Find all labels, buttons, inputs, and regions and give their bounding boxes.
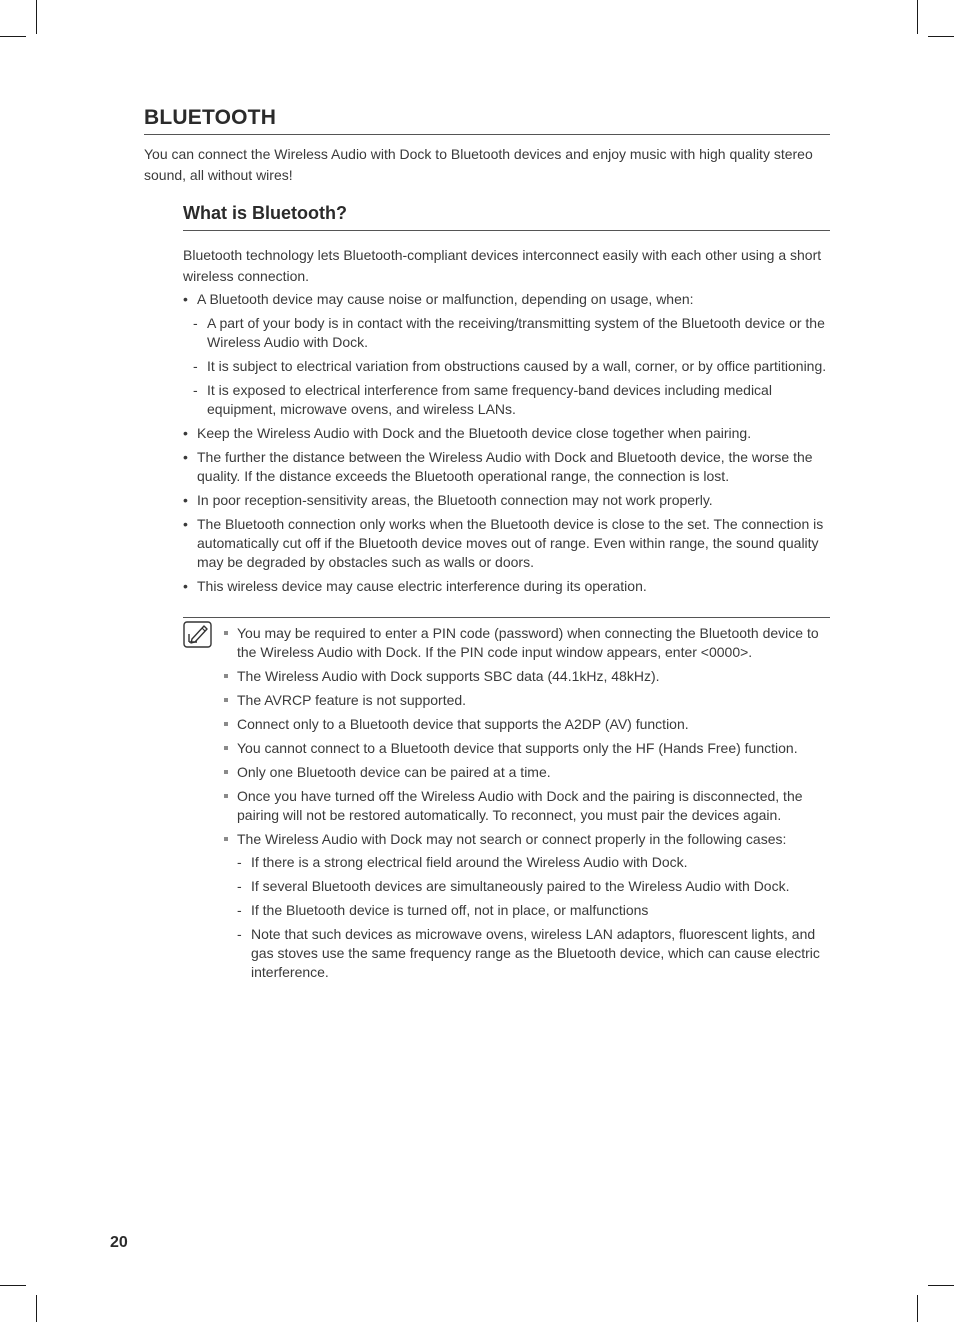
note-sub-item	[237, 877, 830, 896]
crop-mark	[0, 1285, 26, 1286]
sub-list-item	[193, 381, 830, 419]
note-item-text: You may be required to enter a PIN code (password) when connecting the Bluetooth device to the Wireless Audio with Dock. If the PIN code input window appears, enter <0000>.	[237, 625, 819, 660]
note-sub-item-text: If the Bluetooth device is turned off, not in place, or malfunctions	[251, 902, 649, 918]
list-item	[183, 577, 830, 596]
dash-icon: -	[193, 358, 198, 374]
list-item-text: Keep the Wireless Audio with Dock and the Bluetooth device close together when pairing.	[197, 425, 752, 441]
bullet-icon: •	[183, 449, 188, 465]
dash-icon: -	[193, 382, 198, 398]
sub-list-item	[193, 357, 830, 376]
note-item	[223, 715, 830, 734]
crop-mark	[0, 36, 26, 37]
list-item	[183, 491, 830, 510]
square-bullet-icon	[224, 770, 228, 774]
sub-list-item-text: It is subject to electrical variation from obstructions caused by a wall, corner, or by office partitioning.	[207, 358, 827, 374]
note-item	[223, 667, 830, 686]
note-item-text: Only one Bluetooth device can be paired at a time.	[237, 764, 551, 780]
bullet-icon: •	[183, 492, 188, 508]
intro-paragraph: You can connect the Wireless Audio with Dock to Bluetooth devices and enjoy music with high quality stereo sound, all without wires!	[144, 146, 813, 183]
crop-mark	[928, 1285, 954, 1286]
note-pencil-icon	[183, 621, 212, 648]
note-item-text: You cannot connect to a Bluetooth device that supports only the HF (Hands Free) function.	[237, 740, 798, 756]
note-sub-item-text: If several Bluetooth devices are simultaneously paired to the Wireless Audio with Dock.	[251, 878, 790, 894]
note-list	[223, 624, 830, 982]
square-bullet-icon	[224, 631, 228, 635]
sub-list	[193, 314, 830, 419]
list-item-text: In poor reception-sensitivity areas, the Bluetooth connection may not work properly.	[197, 492, 713, 508]
list-item-text: This wireless device may cause electric interference during its operation.	[197, 578, 647, 594]
what-is-bluetooth-section	[183, 203, 830, 601]
list-item-text: A Bluetooth device may cause noise or malfunction, depending on usage, when:	[197, 291, 694, 307]
page-title: BLUETOOTH	[144, 106, 830, 135]
note-sub-item	[237, 853, 830, 872]
list-item	[183, 515, 830, 572]
list-item-text: The further the distance between the Wireless Audio with Dock and Bluetooth device, the worse the quality. If the distance exceeds the Bluetooth operational range, the connection is lost.	[197, 449, 813, 484]
dash-icon: -	[237, 926, 242, 942]
note-sub-item-text: Note that such devices as microwave ovens, wireless LAN adaptors, fluorescent lights, and gas stoves use the same frequency range as the Bluetooth device, which can cause electric interference.	[251, 926, 820, 980]
crop-mark	[917, 0, 918, 34]
crop-mark	[917, 1295, 918, 1322]
bullet-list	[183, 290, 830, 596]
note-item	[223, 763, 830, 782]
square-bullet-icon	[224, 698, 228, 702]
list-item-text: The Bluetooth connection only works when the Bluetooth device is close to the set. The connection is automatically cut off if the Bluetooth device moves out of range. Even within range, the sound quality may be degraded by obstacles such as walls or doors.	[197, 516, 824, 570]
note-box	[183, 617, 830, 987]
dash-icon: -	[237, 878, 242, 894]
square-bullet-icon	[224, 794, 228, 798]
dash-icon: -	[237, 854, 242, 870]
note-sub-item	[237, 925, 830, 982]
page-number: 20	[110, 1234, 128, 1251]
square-bullet-icon	[224, 837, 228, 841]
square-bullet-icon	[224, 722, 228, 726]
note-sub-list	[237, 853, 830, 982]
square-bullet-icon	[224, 674, 228, 678]
sub-list-item-text: It is exposed to electrical interference from same frequency-band devices including medical equipment, microwave ovens, and wireless LANs.	[207, 382, 772, 417]
list-item	[183, 290, 830, 419]
crop-mark	[36, 1295, 37, 1322]
note-item	[223, 830, 830, 982]
sub-list-item-text: A part of your body is in contact with the receiving/transmitting system of the Bluetooth device or the Wireless Audio with Dock.	[207, 315, 825, 350]
dash-icon: -	[193, 315, 198, 331]
note-sub-item	[237, 901, 830, 920]
note-item	[223, 691, 830, 710]
section-lead: Bluetooth technology lets Bluetooth-compliant devices interconnect easily with each other using a short wireless connection.	[183, 247, 822, 284]
list-item	[183, 448, 830, 486]
sub-list-item	[193, 314, 830, 352]
note-item-text: Connect only to a Bluetooth device that supports the A2DP (AV) function.	[237, 716, 689, 732]
note-item	[223, 787, 830, 825]
crop-mark	[36, 0, 37, 34]
note-item-text: Once you have turned off the Wireless Audio with Dock and the pairing is disconnected, the pairing will not be restored automatically. To reconnect, you must pair the devices again.	[237, 788, 803, 823]
dash-icon: -	[237, 902, 242, 918]
bullet-icon: •	[183, 291, 188, 307]
square-bullet-icon	[224, 746, 228, 750]
note-item-text: The Wireless Audio with Dock supports SBC data (44.1kHz, 48kHz).	[237, 668, 660, 684]
bullet-icon: •	[183, 516, 188, 532]
crop-mark	[928, 36, 954, 37]
list-item	[183, 424, 830, 443]
note-item-text: The AVRCP feature is not supported.	[237, 692, 467, 708]
bullet-icon: •	[183, 578, 188, 594]
section-title: What is Bluetooth?	[183, 203, 830, 231]
note-sub-item-text: If there is a strong electrical field around the Wireless Audio with Dock.	[251, 854, 688, 870]
note-item	[223, 739, 830, 758]
note-item	[223, 624, 830, 662]
note-item-text: The Wireless Audio with Dock may not search or connect properly in the following cases:	[237, 831, 787, 847]
bullet-icon: •	[183, 425, 188, 441]
